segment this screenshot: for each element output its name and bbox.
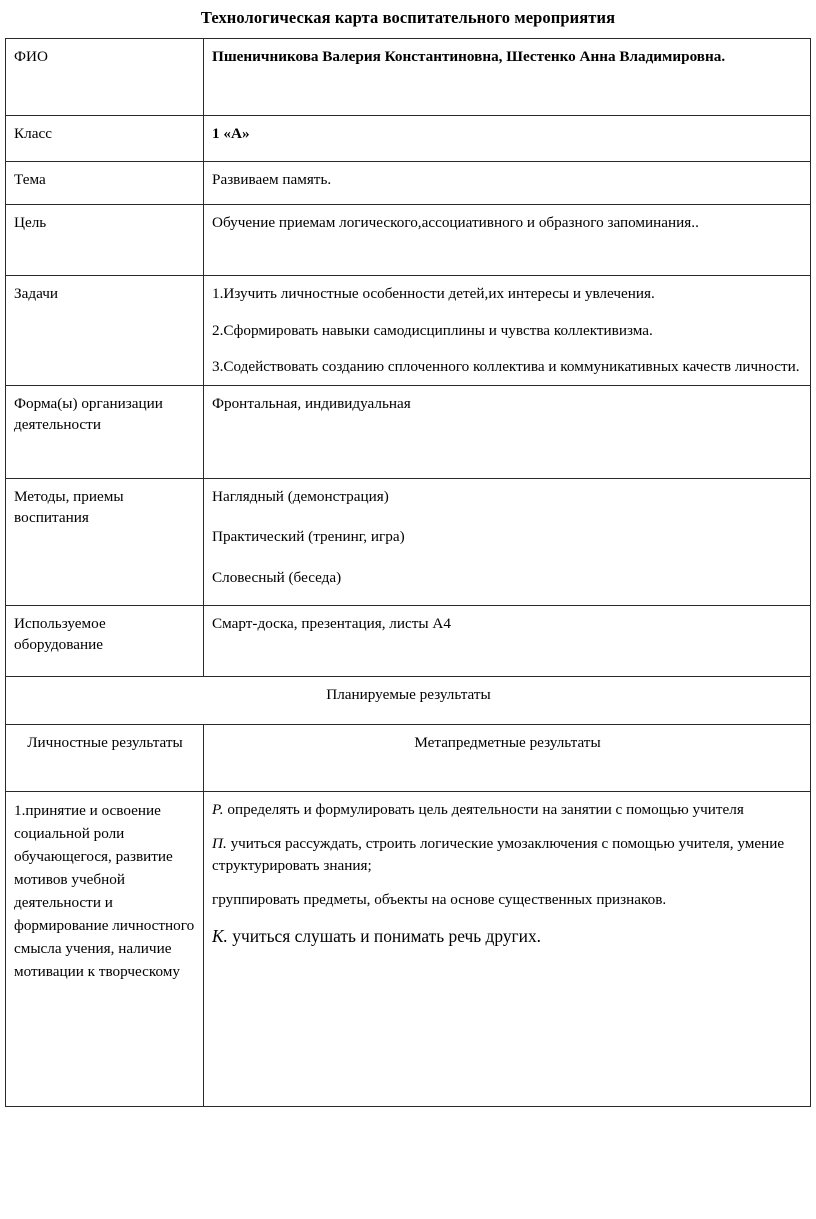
metasubject-text: группировать предметы, объекты на основе существенных признаков. [212, 891, 667, 909]
table-row [6, 478, 811, 605]
row-value-class: 1 «А» [204, 115, 811, 161]
row-label-equipment: Используемое оборудование [6, 605, 204, 676]
task-item: 3.Содействовать созданию сплоченного коллектива и коммуникативных качеств личности. [212, 358, 800, 376]
table-row [6, 38, 811, 115]
header-personal-results: Личностные результаты [6, 724, 204, 791]
row-value-form: Фронтальная, индивидуальная [204, 385, 811, 478]
table-row [6, 161, 811, 204]
row-value-tasks [204, 275, 811, 385]
row-value-goal: Обучение приемам логического,ассоциативного и образного запоминания.. [204, 204, 811, 275]
page-title: Технологическая карта воспитательного мероприятия [200, 8, 616, 27]
header-metasubject-results: Метапредметные результаты [204, 724, 811, 791]
table-row [6, 605, 811, 676]
metasubject-text: определять и формулировать цель деятельности на занятии с помощью учителя [223, 800, 744, 818]
table-row [6, 385, 811, 478]
table-row [6, 115, 811, 161]
task-item: 2.Сформировать навыки самодисциплины и чувства коллективизма. [212, 321, 653, 339]
task-item: 1.Изучить личностные особенности детей,их интересы и увлечения. [212, 284, 655, 302]
abbr-communicative: К. [212, 926, 228, 947]
cell-personal-results [6, 791, 204, 1106]
planned-results-banner: Планируемые результаты [6, 676, 811, 724]
row-value-fio: Пшеничникова Валерия Константиновна, Шестенко Анна Владимировна. [204, 38, 811, 115]
row-value-methods [204, 478, 811, 605]
method-item: Словесный (беседа) [212, 568, 342, 586]
metasubject-item [212, 889, 803, 911]
metasubject-item [212, 799, 803, 821]
technological-map-table [5, 38, 811, 1107]
cell-metasubject-results [204, 791, 811, 1106]
row-value-equipment: Смарт-доска, презентация, листы А4 [204, 605, 811, 676]
row-label-goal: Цель [6, 204, 204, 275]
table-row [6, 724, 811, 791]
row-value-theme: Развиваем память. [204, 161, 811, 204]
method-item: Практический (тренинг, игра) [212, 528, 405, 546]
table-row [6, 791, 811, 1106]
table-row [6, 204, 811, 275]
personal-results-text: 1.принятие и освоение социальной роли обучающегося, развитие мотивов учебной деятельности и формирование личностного смысла учения, наличие мотивации к творческому [14, 801, 195, 981]
row-label-methods: Методы, приемы воспитания [6, 478, 204, 605]
table-row [6, 275, 811, 385]
row-label-class: Класс [6, 115, 204, 161]
abbr-regulative: Р. [212, 800, 224, 818]
row-label-fio: ФИО [6, 38, 204, 115]
row-label-tasks: Задачи [6, 275, 204, 385]
metasubject-item [212, 924, 803, 949]
method-item: Наглядный (демонстрация) [212, 487, 389, 505]
metasubject-text: учиться слушать и понимать речь других. [227, 926, 542, 947]
abbr-cognitive: П. [212, 835, 227, 853]
row-label-theme: Тема [6, 161, 204, 204]
metasubject-text: учиться рассуждать, строить логические умозаключения с помощью учителя, умение структурировать знания; [212, 835, 785, 874]
table-row [6, 676, 811, 724]
row-label-form: Форма(ы) организации деятельности [6, 385, 204, 478]
metasubject-item [212, 833, 803, 876]
